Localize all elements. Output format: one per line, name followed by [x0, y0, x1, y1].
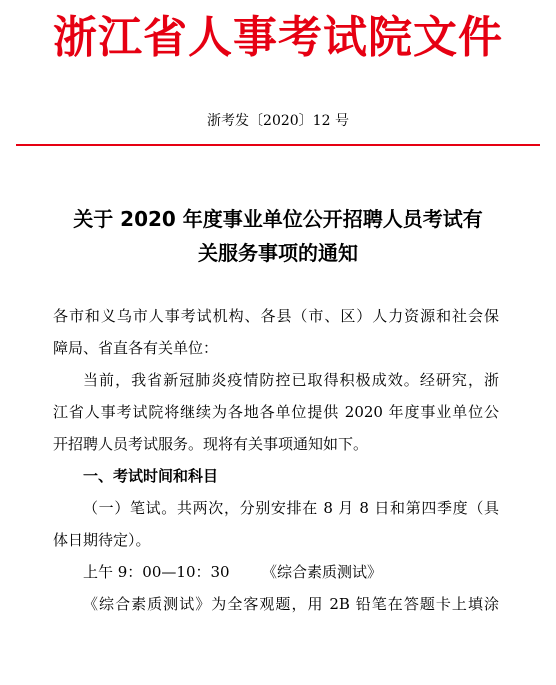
addressee-line-2: 障局、省直各有关单位：: [53, 339, 219, 357]
schedule-subject: 《综合素质测试》: [262, 563, 383, 581]
section-1-heading: 一、考试时间和科目: [83, 467, 219, 485]
notice-title-line-2: 关服务事项的通知: [198, 241, 358, 265]
paragraph-1-line-3: 开招聘人员考试服务。现将有关事项通知如下。: [53, 435, 369, 453]
paragraph-1-line-2: 江省人事考试院将继续为各地各单位提供 2020 年度事业单位公: [53, 403, 499, 421]
notice-title-line-1: 关于 2020 年度事业单位公开招聘人员考试有: [73, 207, 483, 231]
paragraph-1-line-1: 当前，我省新冠肺炎疫情防控已取得积极成效。经研究，浙: [83, 371, 499, 389]
notice-title: [36, 202, 520, 270]
last-paragraph-line: 《综合素质测试》为全客观题，用 2B 铅笔在答题卡上填涂: [83, 595, 499, 613]
schedule-time: 上午 9：00—10：30: [83, 563, 230, 581]
red-divider-line: [16, 144, 540, 146]
document-header-title: 浙江省人事考试院文件: [53, 12, 503, 63]
document-number: 浙考发〔2020〕12 号: [207, 113, 349, 129]
addressee-line-1: 各市和义乌市人事考试机构、各县（市、区）人力资源和社会保: [53, 307, 499, 325]
item-1-line-2: 体日期待定）。: [53, 531, 151, 549]
item-1-line-1: （一）笔试。共两次，分别安排在 8 月 8 日和第四季度（具: [83, 499, 499, 517]
